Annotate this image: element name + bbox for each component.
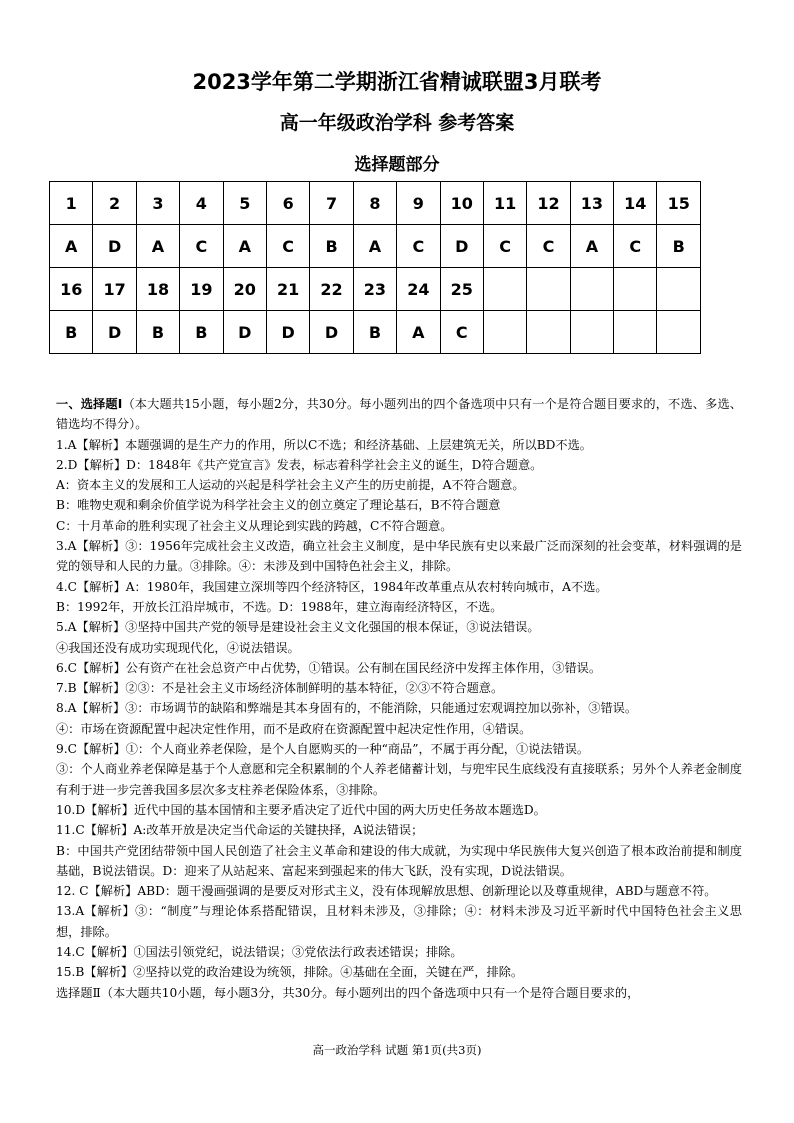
answer-cell: A bbox=[136, 225, 179, 268]
answer-cell: 18 bbox=[136, 268, 179, 311]
answer-cell: 15 bbox=[657, 182, 701, 225]
answer-cell: A bbox=[397, 311, 440, 354]
answer-cell: 20 bbox=[223, 268, 266, 311]
explanation-line: 1.A【解析】本题强调的是生产力的作用，所以C不选；和经济基础、上层建筑无关，所以BD不选。 bbox=[56, 437, 592, 452]
page-footer: 高一政治学科 试题 第1页(共3页) bbox=[312, 1043, 482, 1057]
answer-cell: B bbox=[180, 311, 223, 354]
answer-cell: A bbox=[570, 225, 613, 268]
answer-cell: 25 bbox=[440, 268, 483, 311]
answer-cell bbox=[527, 311, 570, 354]
answer-cell: A bbox=[50, 225, 93, 268]
answer-cell: 16 bbox=[50, 268, 93, 311]
explanation-line: 7.B【解析】②③：不是社会主义市场经济体制鲜明的基本特征，②③不符合题意。 bbox=[56, 681, 504, 696]
answer-cell: D bbox=[93, 311, 136, 354]
explanation-line: 15.B【解析】②坚持以党的政治建设为统领，排除。④基础在全面，关键在严，排除。 bbox=[56, 965, 524, 980]
answer-cell bbox=[614, 268, 657, 311]
answer-cell: 14 bbox=[614, 182, 657, 225]
answer-cell: C bbox=[266, 225, 309, 268]
answer-cell: D bbox=[223, 311, 266, 354]
section-intro bbox=[56, 394, 742, 435]
explanation-line: A：资本主义的发展和工人运动的兴起是科学社会主义产生的历史前提，A不符合题意。 bbox=[56, 478, 525, 493]
explanation-line: ④：市场在资源配置中起决定性作用，而不是政府在资源配置中起决定性作用，④错误。 bbox=[56, 721, 532, 736]
answer-cell: 3 bbox=[136, 182, 179, 225]
answer-cell: 19 bbox=[180, 268, 223, 311]
answer-cell: 12 bbox=[527, 182, 570, 225]
explanation-line: B：唯物史观和剩余价值学说为科学社会主义的创立奠定了理论基石，B不符合题意 bbox=[56, 498, 501, 513]
answer-cell: 13 bbox=[570, 182, 613, 225]
explanation-line: 11.C【解析】A:改革开放是决定当代命运的关键抉择，A说法错误； bbox=[56, 823, 424, 838]
explanation-line: 5.A【解析】③坚持中国共产党的领导是建设社会主义文化强国的根本保证，③说法错误。 bbox=[56, 620, 540, 635]
explanation-line: 14.C【解析】①国法引领党纪，说法错误；③党依法行政表述错误；排除。 bbox=[56, 945, 463, 960]
answer-cell: B bbox=[310, 225, 353, 268]
explanation-line: 2.D【解析】D：1848年《共产党宣言》发表，标志着科学社会主义的诞生，D符合题意。 bbox=[56, 457, 543, 472]
answer-cell: C bbox=[180, 225, 223, 268]
answer-number-row bbox=[50, 268, 701, 311]
explanation-line: 选择题Ⅱ（本大题共10小题，每小题3分，共30分。每小题列出的四个备选项中只有一个是符合题目要求的， bbox=[56, 985, 640, 1000]
answer-cell: C bbox=[527, 225, 570, 268]
explanation-line: B：中国共产党团结带领中国人民创造了社会主义革命和建设的伟大成就，为实现中华民族伟大复兴创造了根本政治前提和制度基础，B说法错误。D：迎来了从站起来、富起来到强起来的伟大飞跃，没有实现，D说法错误。 bbox=[56, 843, 742, 878]
explanation-line: 12. C【解析】ABD：题干漫画强调的是要反对形式主义，没有体现解放思想、创新理论以及尊重规律，ABD与题意不符。 bbox=[56, 884, 717, 899]
explanation-line: ③：个人商业养老保障是基于个人意愿和完全积累制的个人养老储蓄计划，与兜牢民生底线没有直接联系；另外个人养老金制度有利于进一步完善我国多层次多支柱养老保险体系，③排除。 bbox=[56, 762, 742, 797]
section-heading: 选择题部分 bbox=[354, 155, 440, 175]
explanation-line: 10.D【解析】近代中国的基本国情和主要矛盾决定了近代中国的两大历史任务故本题选D。 bbox=[56, 802, 546, 817]
explanation-body bbox=[56, 394, 742, 1003]
answer-cell: C bbox=[397, 225, 440, 268]
answer-cell bbox=[657, 268, 701, 311]
answer-table bbox=[49, 181, 701, 354]
answer-cell: 24 bbox=[397, 268, 440, 311]
answer-cell: 10 bbox=[440, 182, 483, 225]
answer-cell: 17 bbox=[93, 268, 136, 311]
answer-cell: 8 bbox=[353, 182, 396, 225]
answer-cell: 11 bbox=[483, 182, 526, 225]
answer-cell: A bbox=[223, 225, 266, 268]
explanation-line: 9.C【解析】①：个人商业养老保险，是个人自愿购买的一种“商品”，不属于再分配，①说法错误。 bbox=[56, 742, 590, 757]
answer-cell: B bbox=[50, 311, 93, 354]
answer-cell bbox=[570, 311, 613, 354]
answer-cell: D bbox=[93, 225, 136, 268]
document-subtitle: 高一年级政治学科 参考答案 bbox=[279, 112, 515, 134]
explanation-line: 8.A【解析】③：市场调节的缺陷和弊端是其本身固有的，不能消除，只能通过宏观调控加以弥补，③错误。 bbox=[56, 701, 638, 716]
answer-cell: 21 bbox=[266, 268, 309, 311]
answer-cell bbox=[570, 268, 613, 311]
answer-cell: 4 bbox=[180, 182, 223, 225]
answer-cell: C bbox=[483, 225, 526, 268]
answer-cell: B bbox=[353, 311, 396, 354]
answer-cell: A bbox=[353, 225, 396, 268]
explanation-line: ④我国还没有成功实现现代化，④说法错误。 bbox=[56, 640, 300, 655]
explanation-line: 3.A【解析】③：1956年完成社会主义改造，确立社会主义制度，是中华民族有史以来最广泛而深刻的社会变革，材料强调的是党的领导和人民的力量。③排除。④：未涉及到中国特色社会主义，排除。 bbox=[56, 539, 742, 574]
answer-cell bbox=[657, 311, 701, 354]
answer-cell: 9 bbox=[397, 182, 440, 225]
answer-cell: C bbox=[440, 311, 483, 354]
answer-cell bbox=[483, 311, 526, 354]
answer-number-row bbox=[50, 182, 701, 225]
section-intro-text: （本大题共15小题，每小题2分，共30分。每小题列出的四个备选项中只有一个是符合题目要求的，不选、多选、错选均不得分）。 bbox=[56, 397, 742, 432]
explanation-line: 13.A【解析】③：“制度”与理论体系搭配错误，且材料未涉及，③排除；④：材料未涉及习近平新时代中国特色社会主义思想，排除。 bbox=[56, 904, 742, 939]
answer-cell: C bbox=[614, 225, 657, 268]
answer-letter-row bbox=[50, 225, 701, 268]
answer-letter-row bbox=[50, 311, 701, 354]
answer-cell: D bbox=[440, 225, 483, 268]
explanation-line: C：十月革命的胜利实现了社会主义从理论到实践的跨越，C不符合题意。 bbox=[56, 518, 453, 533]
answer-cell: 2 bbox=[93, 182, 136, 225]
answer-cell: 1 bbox=[50, 182, 93, 225]
answer-cell: 22 bbox=[310, 268, 353, 311]
explanation-line: B：1992年，开放长江沿岸城市，不选。D：1988年，建立海南经济特区，不选。 bbox=[56, 599, 503, 614]
answer-cell: 7 bbox=[310, 182, 353, 225]
answer-cell bbox=[483, 268, 526, 311]
answer-cell: 23 bbox=[353, 268, 396, 311]
document-title: 2023学年第二学期浙江省精诚联盟3月联考 bbox=[192, 70, 602, 94]
answer-cell: D bbox=[266, 311, 309, 354]
answer-cell bbox=[527, 268, 570, 311]
explanation-line: 4.C【解析】A：1980年，我国建立深圳等四个经济特区，1984年改革重点从农村转向城市，A不选。 bbox=[56, 579, 608, 594]
answer-cell: 5 bbox=[223, 182, 266, 225]
section-intro-heading: 一、选择题Ⅰ bbox=[56, 397, 123, 411]
answer-cell: B bbox=[657, 225, 701, 268]
explanation-line: 6.C【解析】公有资产在社会总资产中占优势，①错误。公有制在国民经济中发挥主体作用，③错误。 bbox=[56, 660, 602, 675]
answer-cell: 6 bbox=[266, 182, 309, 225]
answer-cell: B bbox=[136, 311, 179, 354]
answer-cell bbox=[614, 311, 657, 354]
answer-cell: D bbox=[310, 311, 353, 354]
